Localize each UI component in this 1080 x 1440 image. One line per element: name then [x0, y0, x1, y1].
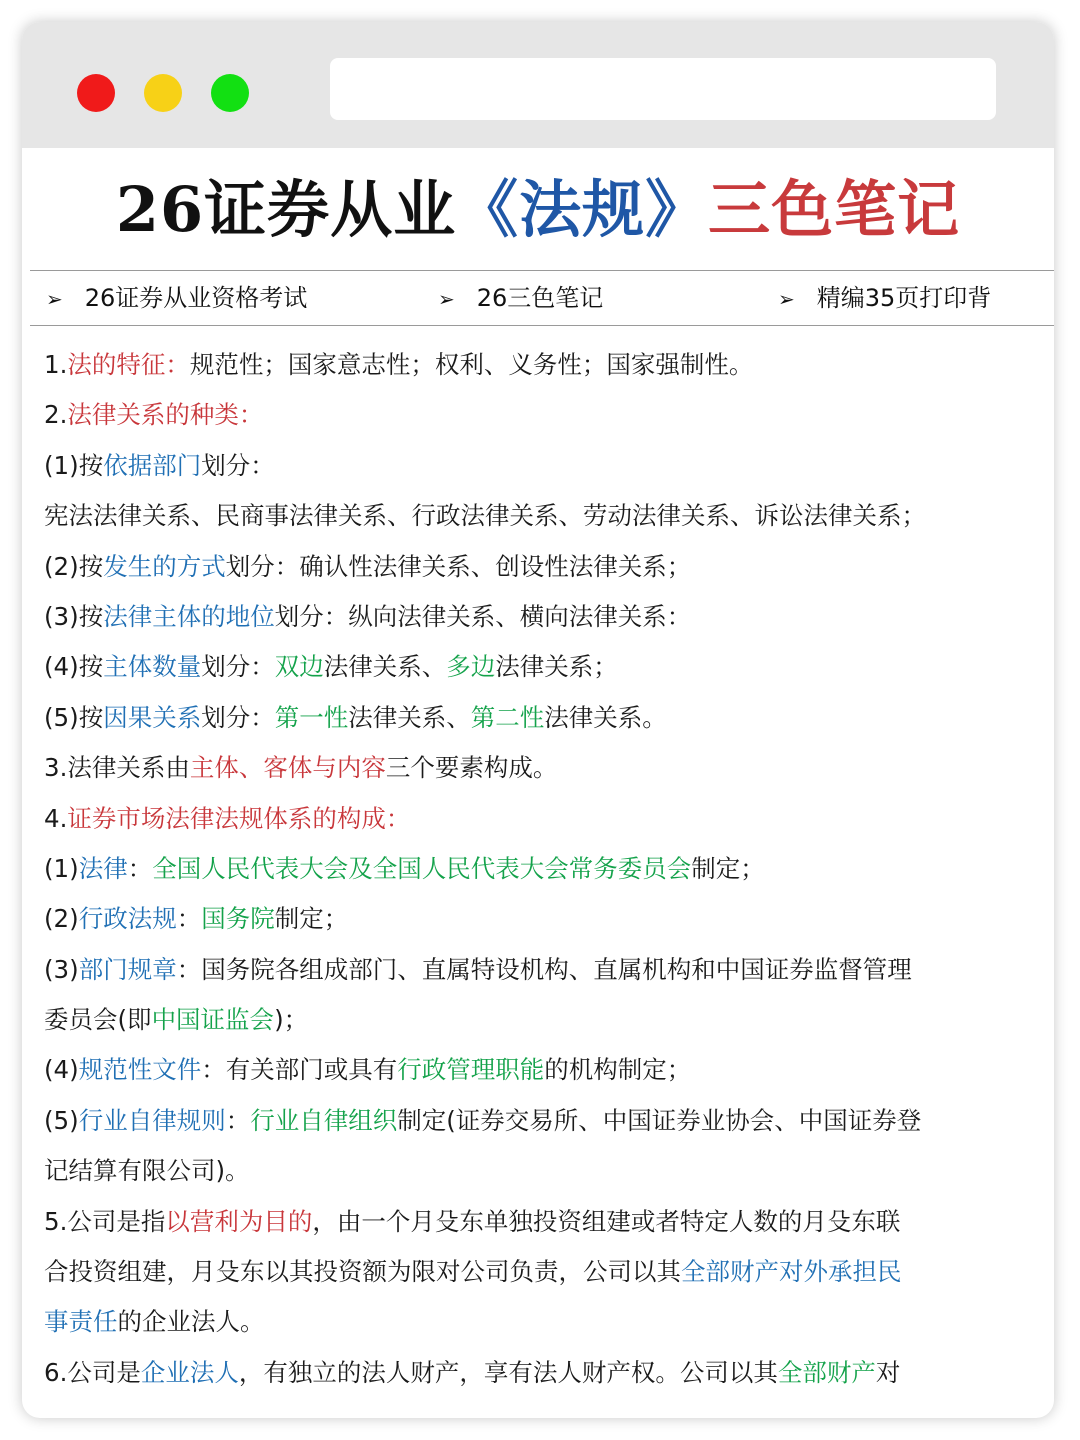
- note-line: [44, 390, 1044, 440]
- note-segment: 制定；: [274, 904, 349, 934]
- note-segment: 划分：确认性法律关系、创设性法律关系；: [225, 551, 692, 581]
- note-segment: 依据部门: [103, 450, 202, 480]
- note-line: [44, 1247, 1044, 1297]
- note-segment: 全部财产: [777, 1357, 876, 1387]
- note-segment: 法律关系、: [348, 702, 471, 732]
- note-segment: 4.: [44, 803, 68, 833]
- note-segment: 委员会(即: [44, 1005, 152, 1035]
- note-segment: 全部财产对外承担民: [681, 1257, 902, 1287]
- subheader-item: [46, 271, 307, 325]
- note-segment: (3)按: [44, 601, 104, 631]
- note-segment: (4)按: [44, 652, 104, 682]
- note-line: [44, 894, 1044, 944]
- note-segment: 法的特征：: [67, 350, 190, 379]
- note-segment: 主体数量: [103, 652, 202, 682]
- note-segment: 行业自律组织: [250, 1105, 398, 1135]
- note-segment: (5)按: [44, 702, 104, 732]
- note-segment: 对: [875, 1357, 901, 1387]
- note-line: [44, 995, 1044, 1045]
- note-line: [44, 441, 1044, 491]
- note-segment: 法律关系。: [544, 702, 667, 732]
- note-line: [44, 945, 1044, 995]
- note-segment: 证券市场法律法规体系的构成：: [67, 803, 411, 833]
- note-line: [44, 1348, 1044, 1398]
- subheader-item: [438, 271, 603, 325]
- note-segment: (3): [44, 954, 79, 984]
- note-line: [44, 1045, 1044, 1095]
- note-segment: 规范性；国家意志性；权利、义务性；国家强制性。: [189, 350, 754, 379]
- note-line: [44, 1096, 1044, 1146]
- note-segment: 行政管理职能: [397, 1055, 545, 1085]
- note-segment: 多边: [446, 652, 496, 682]
- note-segment: ：: [225, 1105, 251, 1135]
- note-line: [44, 1197, 1044, 1247]
- note-segment: 法律: [78, 853, 128, 883]
- note-line: [44, 1146, 1044, 1196]
- note-segment: ：: [176, 904, 202, 934]
- note-segment: ，由一个月殳东单独投资组建或者特定人数的月殳东联: [312, 1206, 901, 1236]
- note-segment: 2.: [44, 400, 68, 430]
- note-segment: 划分：: [201, 450, 275, 480]
- window-titlebar: [22, 22, 1054, 148]
- note-segment: 5.公司是指: [44, 1206, 166, 1236]
- note-segment: )；: [274, 1005, 309, 1035]
- note-segment: 记结算有限公司)。: [44, 1156, 250, 1186]
- note-segment: 部门规章: [78, 954, 177, 984]
- note-segment: 行业自律规则: [78, 1105, 226, 1135]
- address-bar[interactable]: [330, 58, 996, 120]
- subheader-text: 精编35页打印背: [816, 284, 992, 312]
- note-line: [44, 844, 1044, 894]
- note-segment: ：国务院各组成部门、直属特设机构、直属机构和中国证券监督管理: [176, 954, 912, 984]
- note-line: [44, 642, 1044, 692]
- note-segment: 划分：: [201, 652, 275, 682]
- browser-window: [22, 22, 1054, 1418]
- note-segment: (1)按: [44, 450, 104, 480]
- note-segment: 双边: [274, 652, 324, 682]
- subheader-text: 26证券从业资格考试: [84, 284, 308, 312]
- minimize-window-icon[interactable]: [144, 74, 182, 112]
- note-segment: (2): [44, 904, 79, 934]
- subheader-text: 26三色笔记: [476, 284, 604, 312]
- note-segment: 法律关系、: [323, 652, 447, 682]
- note-segment: 划分：纵向法律关系、横向法律关系：: [274, 601, 692, 631]
- note-line: [44, 542, 1044, 592]
- note-segment: 宪法法律关系、民商事法律关系、行政法律关系、劳动法律关系、诉讼法律关系；: [44, 501, 926, 531]
- note-line: [44, 693, 1044, 743]
- note-segment: 1.: [44, 350, 68, 379]
- note-line: [44, 1297, 1044, 1347]
- note-segment: 全国人民代表大会及全国人民代表大会常务委员会: [152, 853, 692, 883]
- note-line: [44, 491, 1044, 541]
- title-part-notes: 三色笔记: [708, 173, 961, 246]
- notes-content: [44, 340, 1044, 1398]
- note-segment: (5): [44, 1105, 79, 1135]
- note-segment: 的机构制定；: [544, 1055, 692, 1085]
- subheader-item: [778, 271, 991, 325]
- note-segment: ，有独立的法人财产，享有法人财产权。公司以其: [238, 1357, 778, 1387]
- close-window-icon[interactable]: [77, 74, 115, 112]
- note-segment: 中国证监会: [151, 1005, 275, 1035]
- note-segment: 合投资组建，月殳东以其投资额为限对公司负责，公司以其: [44, 1257, 681, 1287]
- subheader-bar: [30, 270, 1054, 326]
- arrow-bullet-icon: ➢: [46, 287, 63, 311]
- note-segment: 规范性文件: [78, 1055, 202, 1085]
- note-segment: 3.法律关系由: [44, 753, 190, 783]
- note-segment: 划分：: [201, 702, 275, 732]
- note-segment: 法律主体的地位: [103, 601, 275, 631]
- note-segment: (1): [44, 853, 79, 883]
- note-segment: 发生的方式: [103, 551, 226, 581]
- note-line: [44, 340, 1044, 390]
- title-part-subject: 《法规》: [456, 173, 709, 246]
- note-segment: (2)按: [44, 551, 104, 581]
- title-part-exam: 26证券从业: [115, 173, 457, 246]
- arrow-bullet-icon: ➢: [438, 287, 455, 311]
- note-segment: (4): [44, 1055, 79, 1085]
- note-segment: 6.公司是: [44, 1357, 141, 1387]
- note-segment: 国务院: [201, 904, 275, 934]
- note-segment: ：有关部门或具有: [201, 1055, 398, 1085]
- note-line: [44, 794, 1044, 844]
- note-segment: 以营利为目的: [165, 1206, 313, 1236]
- note-line: [44, 592, 1044, 642]
- note-segment: 事责任: [44, 1307, 118, 1337]
- note-segment: 因果关系: [103, 702, 202, 732]
- page-title: [22, 172, 1054, 248]
- note-segment: 法律关系的种类：: [67, 400, 264, 430]
- note-segment: 制定(证券交易所、中国证券业协会、中国证券登: [397, 1105, 922, 1135]
- arrow-bullet-icon: ➢: [778, 287, 795, 311]
- note-segment: 的企业法人。: [117, 1307, 265, 1337]
- note-segment: 第二性: [470, 702, 545, 732]
- note-segment: 第一性: [274, 702, 349, 732]
- note-line: [44, 743, 1044, 793]
- note-segment: 三个要素构成。: [385, 753, 558, 783]
- note-segment: ：: [127, 853, 153, 883]
- note-segment: 制定；: [691, 853, 765, 883]
- maximize-window-icon[interactable]: [211, 74, 249, 112]
- note-segment: 主体、客体与内容: [189, 753, 386, 783]
- note-segment: 行政法规: [78, 904, 177, 934]
- note-segment: 法律关系；: [495, 652, 618, 682]
- note-segment: 企业法人: [140, 1357, 239, 1387]
